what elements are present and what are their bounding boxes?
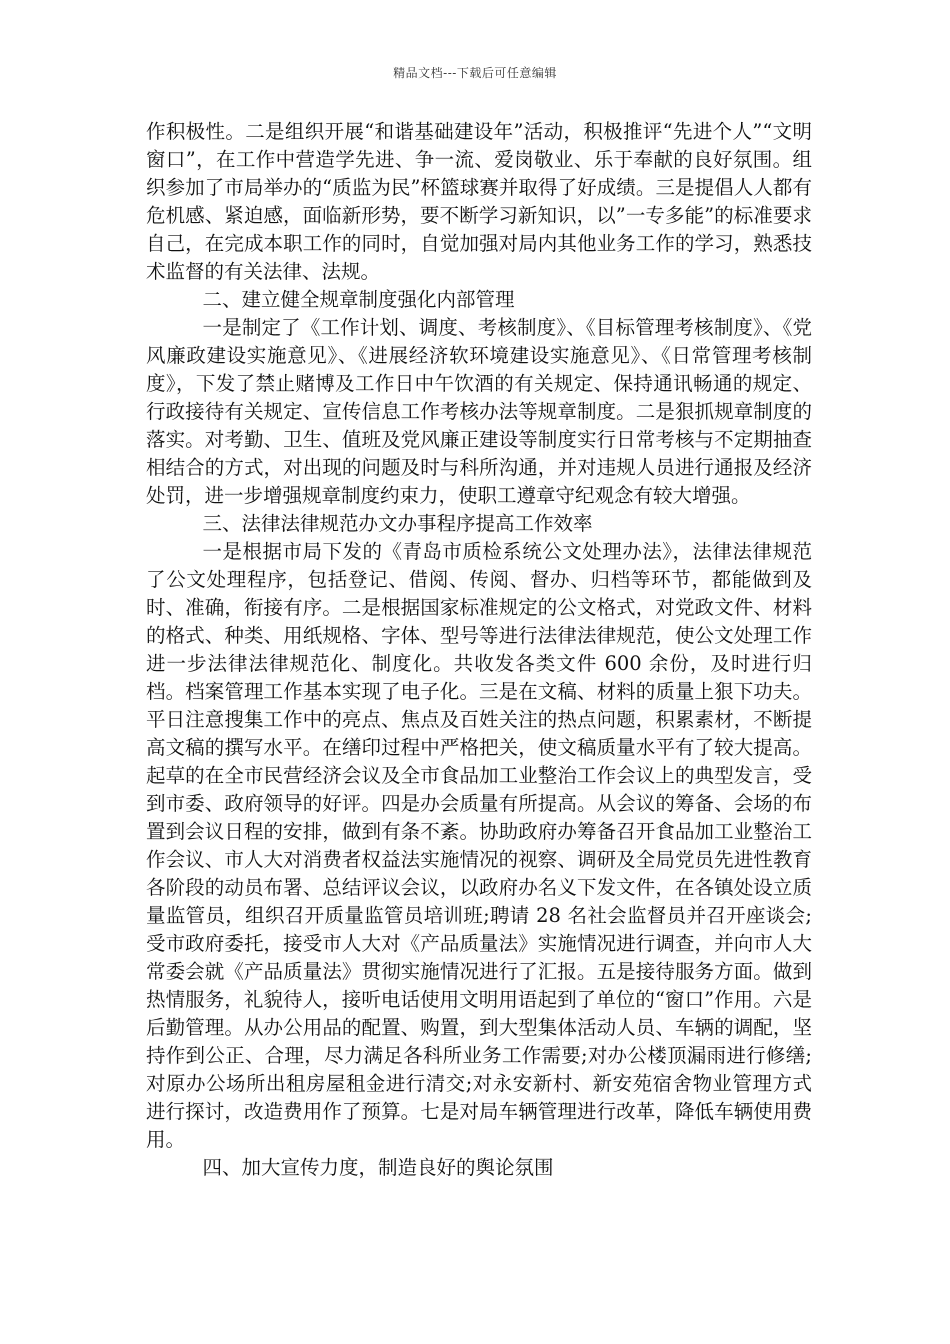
paragraph-rules: 一是制定了《工作计划、调度、考核制度》、《目标管理考核制度》、《党风廉政建设实施意见》、《进展经济软环境建设实施意见》、《日常管理考核制度》，下发了禁止赌博及工作日中午饮酒的有关规定、保持通讯畅通的规定、行政接待有关规定、宣传信息工作考核办法等规章制度。二是狠抓规章制度的落实。对考勤、卫生、值班及党风廉正建设等制度实行日常考核与不定期抽查相结合的方式，对出现的问题及时与科所沟通，并对违规人员进行通报及经济处罚，进一步增强规章制度约束力，使职工遵章守纪观念有较大增强。 bbox=[146, 316, 812, 507]
section-heading-3: 三、法律法律规范办文办事程序提高工作效率 bbox=[202, 512, 593, 535]
section-heading-2: 二、建立健全规章制度强化内部管理 bbox=[202, 288, 515, 311]
paragraph-continuation: 作积极性。二是组织开展“和谐基础建设年”活动，积极推评“先进个人”“文明窗口”，在工作中营造学先进、争一流、爱岗敬业、乐于奉献的良好氛围。组织参加了市局举办的“质监为民”杯篮球赛并取得了好成绩。三是提倡人人都有危机感、紧迫感，面临新形势，要不断学习新知识，以”一专多能”的标准要求自己，在完成本职工作的同时，自觉加强对局内其他业务工作的学习，熟悉技术监督的有关法律、法规。 bbox=[146, 120, 812, 283]
paragraph-procedures: 一是根据市局下发的《青岛市质检系统公文处理办法》，法律法律规范了公文处理程序，包括登记、借阅、传阅、督办、归档等环节，都能做到及时、准确，衔接有序。二是根据国家标准规定的公文格式，对党政文件、材料的格式、种类、用纸规格、字体、型号等进行法律法律规范，使公文处理工作进一步法律法律规范化、制度化。共收发各类文件 600 余份，及时进行归档。档案管理工作基本实现了电子化。三是在文稿、材料的质量上狠下功夫。平日注意搜集工作中的亮点、焦点及百姓关注的热点问题，积累素材，不断提高文稿的撰写水平。在缮印过程中严格把关，使文稿质量水平有了较大提高。起草的在全市民营经济会议及全市食品加工业整治工作会议上的典型发言，受到市委、政府领导的好评。四是办会质量有所提高。从会议的筹备、会场的布置到会议日程的安排，做到有条不紊。协助政府办筹备召开食品加工业整治工作会议、市人大对消费者权益法实施情况的视察、调研及全局党员先进性教育各阶段的动员布署、总结评议会议，以政府办名义下发文件，在各镇处设立质量监管员，组织召开质量监管员培训班;聘请 28 名社会监督员并召开座谈会;受市政府委托，接受市人大对《产品质量法》实施情况进行调查，并向市人大常委会就《产品质量法》贯彻实施情况进行了汇报。五是接待服务方面。做到热情服务，礼貌待人，接听电话使用文明用语起到了单位的“窗口”作用。六是后勤管理。从办公用品的配置、购置，到大型集体活动人员、车辆的调配，坚持作到公正、合理，尽力满足各科所业务工作需要;对办公楼顶漏雨进行修缮;对原办公场所出租房屋租金进行清交;对永安新村、新安苑宿舍物业管理方式进行探讨，改造费用作了预算。七是对局车辆管理进行改革，降低车辆使用费用。 bbox=[146, 540, 812, 1151]
page-header: 精品文档---下载后可任意编辑 bbox=[393, 66, 557, 80]
document-body bbox=[146, 118, 812, 1182]
section-heading-4: 四、加大宣传力度，制造良好的舆论氛围 bbox=[202, 1156, 554, 1179]
